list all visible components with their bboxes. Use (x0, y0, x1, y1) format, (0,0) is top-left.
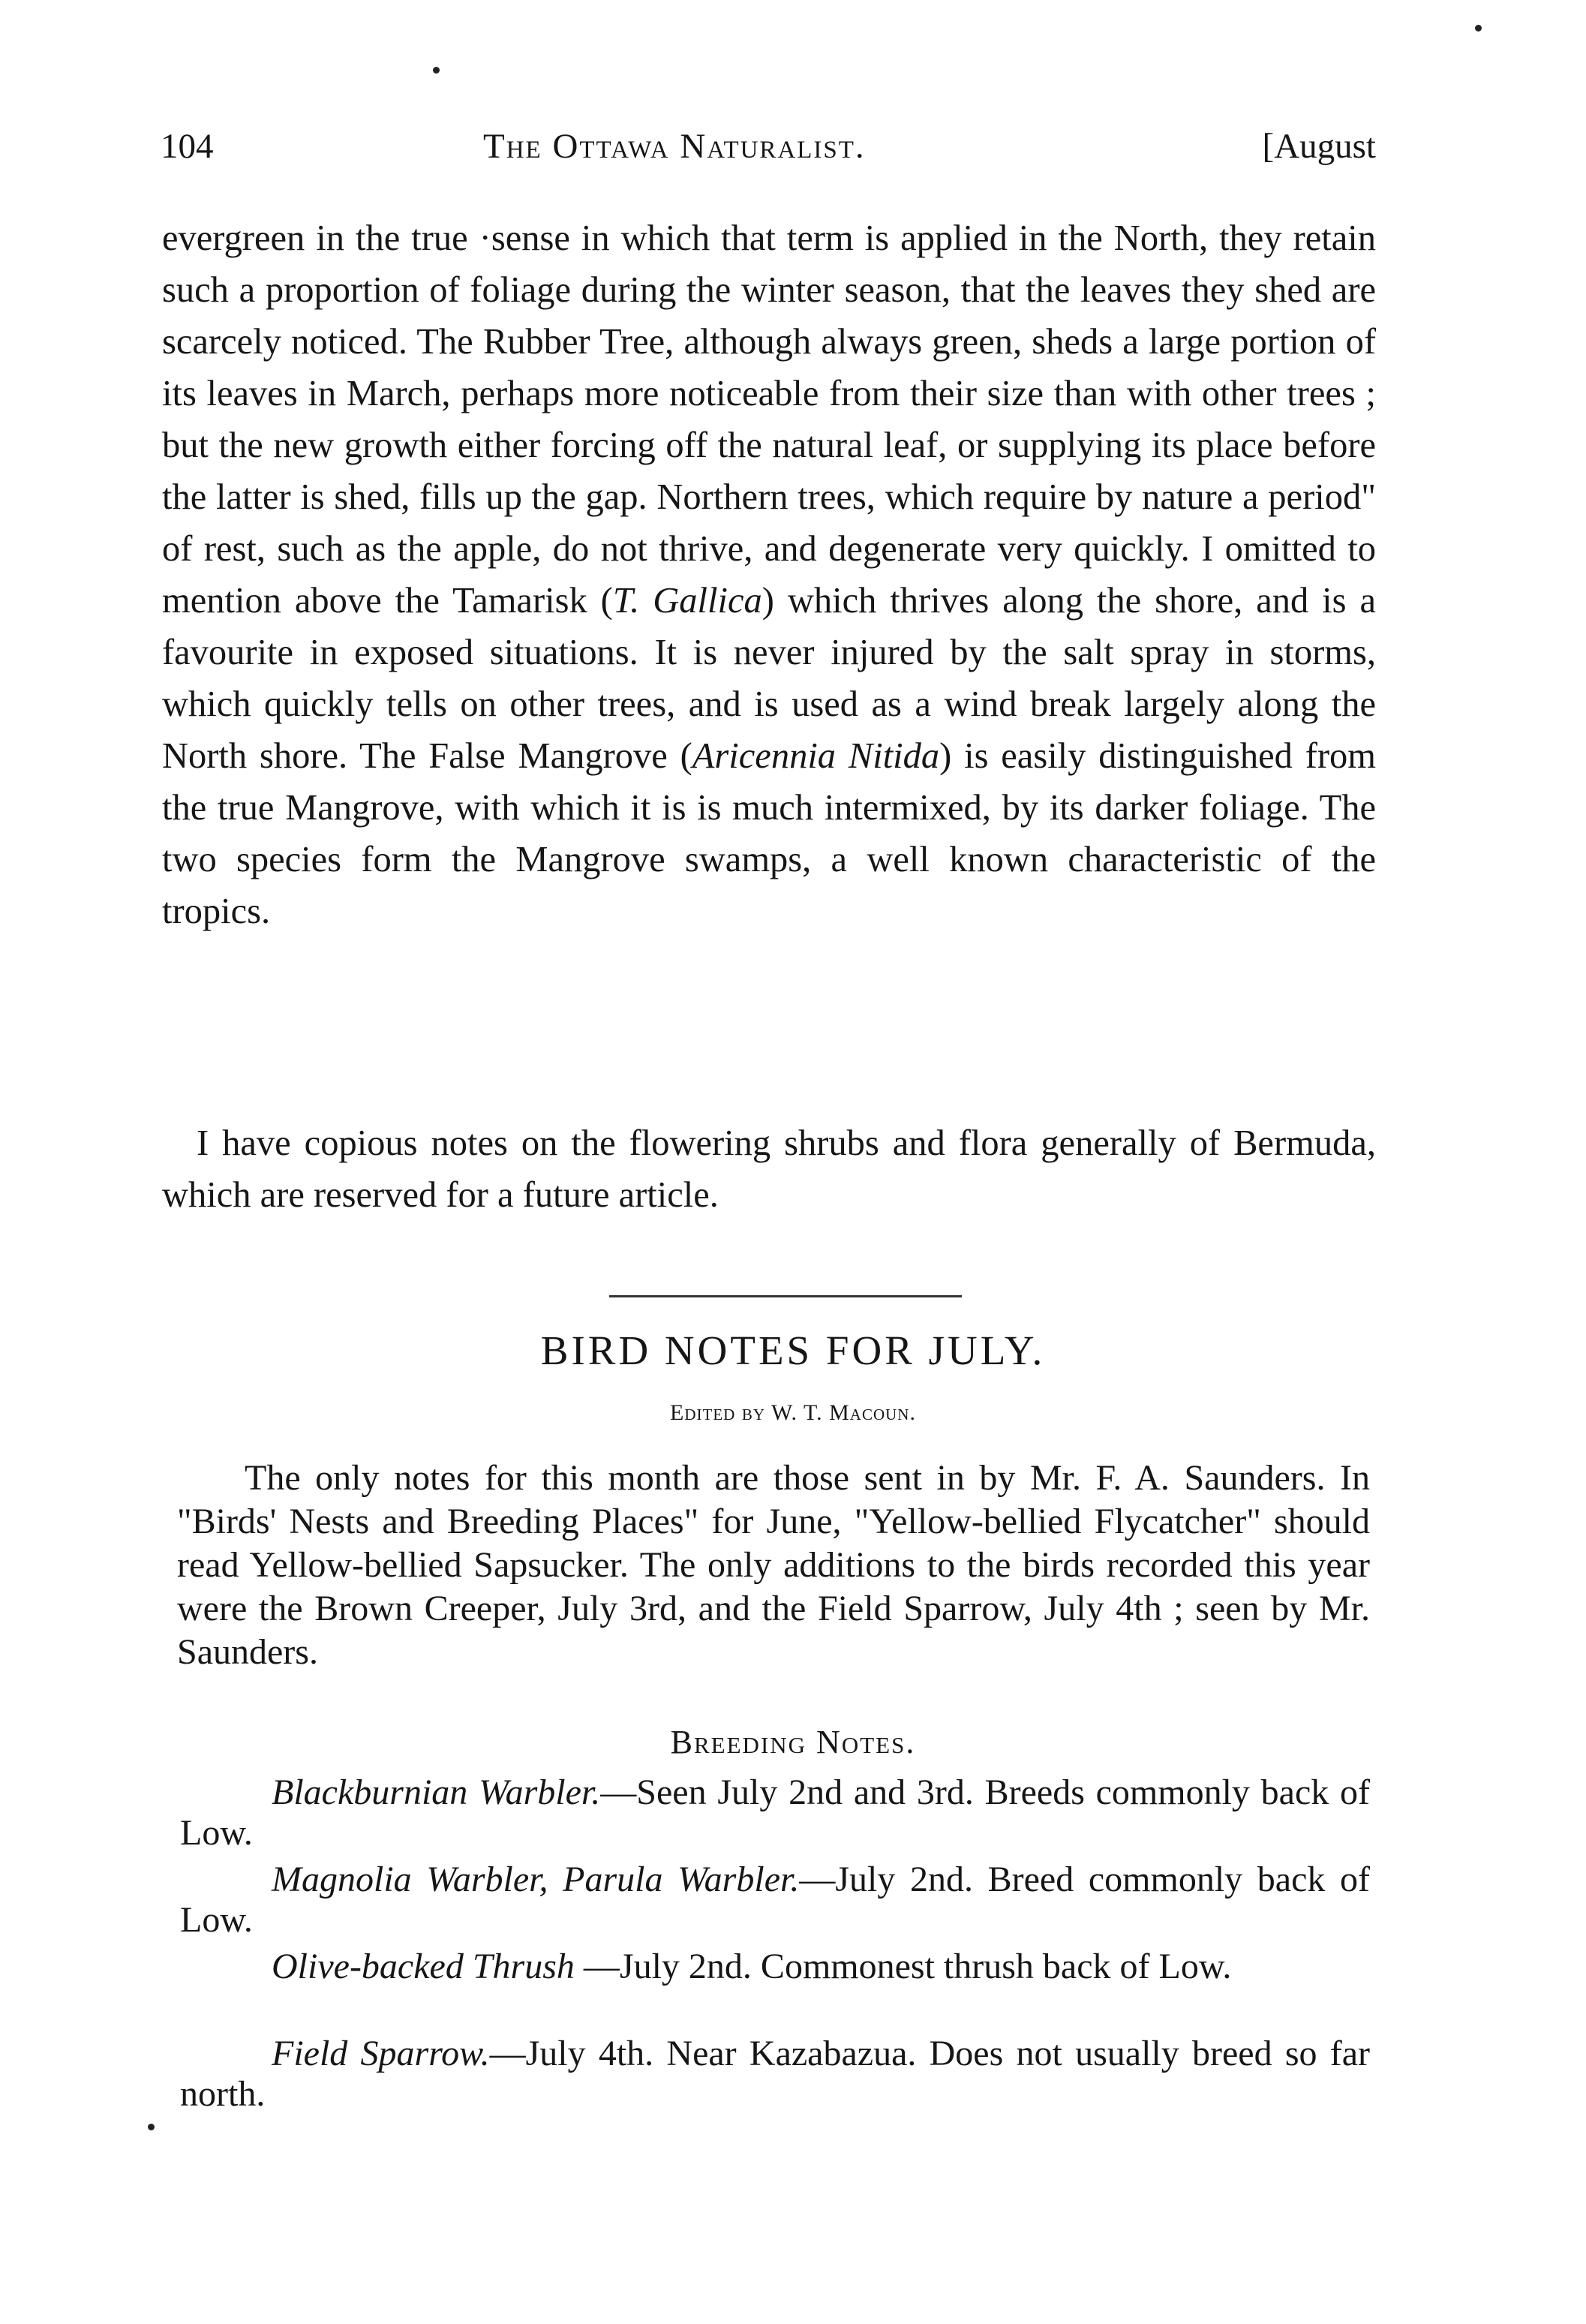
breeding-note (180, 2034, 1370, 2115)
breeding-notes-heading: Breeding Notes. (670, 1724, 916, 1760)
page-number: 104 (161, 127, 214, 166)
italic-species-name: T. Gallica (612, 581, 762, 621)
species-name: Olive-backed Thrush (272, 1947, 575, 1986)
text-run: evergreen in the true ·sense in which that term is applied in the North, they retain such a proportion of foliage during the winter season, that the leaves they shed are scarcely noticed. The Rubber Tree, although always green, sheds a large portion of its leaves in March, perhaps more noticeable from their size than with other trees ; but the new growth either forcing off the natural leaf, or supplying its place before the latter is shed, fills up the gap. Northern trees, which require by nature a period" of rest, such as the apple, do not thrive, and degenerate very quickly. I omitted to mention above the Tamarisk ( (162, 218, 1376, 621)
note-text: —July 2nd. Commonest thrush back of Low. (574, 1947, 1232, 1986)
body-paragraph (162, 212, 1376, 937)
species-name: Magnolia Warbler, Parula Warbler. (272, 1860, 800, 1899)
running-header (161, 126, 1376, 179)
section-intro: The only notes for this month are those sent in by Mr. F. A. Saunders. In "Birds' Nests and Breeding Places" for June, "Yellow-bellied Flycatcher" should read Yellow-bellied Sapsucker. The only additions to the birds recorded this year were the Brown Creeper, July 3rd, and the Field Sparrow, July 4th ; seen by Mr. Saunders. (177, 1458, 1370, 1672)
species-name: Blackburnian Warbler. (272, 1772, 601, 1812)
ink-speck (148, 2124, 155, 2130)
ink-speck (1475, 25, 1482, 32)
note-text: —July 4th. Near Kazabazua. Does not usually breed so far north. (180, 2034, 1371, 2114)
note-text: —Seen July 2nd and 3rd. Breeds commonly back of Low. (180, 1772, 1370, 1853)
italic-species-name: Aricennia Nitida (692, 736, 940, 776)
body-paragraph: I have copious notes on the flowering shrubs and flora generally of Bermuda, which are reserved for a future article. (162, 1123, 1376, 1215)
text-run: ) which thrives along the shore, and is a favourite in exposed situations. It is never injured by the salt spray in storms, which quickly tells on other trees, and is used as a wind break largely along the North shore. The False Mangrove ( (162, 581, 1376, 776)
running-title: The Ottawa Naturalist. (483, 127, 866, 166)
note-text: —July 2nd. Breed commonly back of Low. (180, 1860, 1371, 1940)
breeding-note (180, 1860, 1370, 1941)
section-editor: Edited by W. T. Macoun. (670, 1400, 916, 1425)
breeding-note (180, 1947, 1370, 1987)
section-divider (609, 1295, 962, 1297)
header-month: [August (1262, 127, 1376, 166)
breeding-note (180, 1772, 1370, 1853)
ink-speck (433, 67, 440, 74)
section-title: BIRD NOTES FOR JULY. (540, 1327, 1046, 1373)
text-run: ) is easily distinguished from the true Mangrove, with which it is is much intermixed, by its darker foliage. The two species form the Mangrove swamps, a well known characteristic of the tropics. (162, 736, 1376, 931)
species-name: Field Sparrow. (272, 2034, 490, 2073)
